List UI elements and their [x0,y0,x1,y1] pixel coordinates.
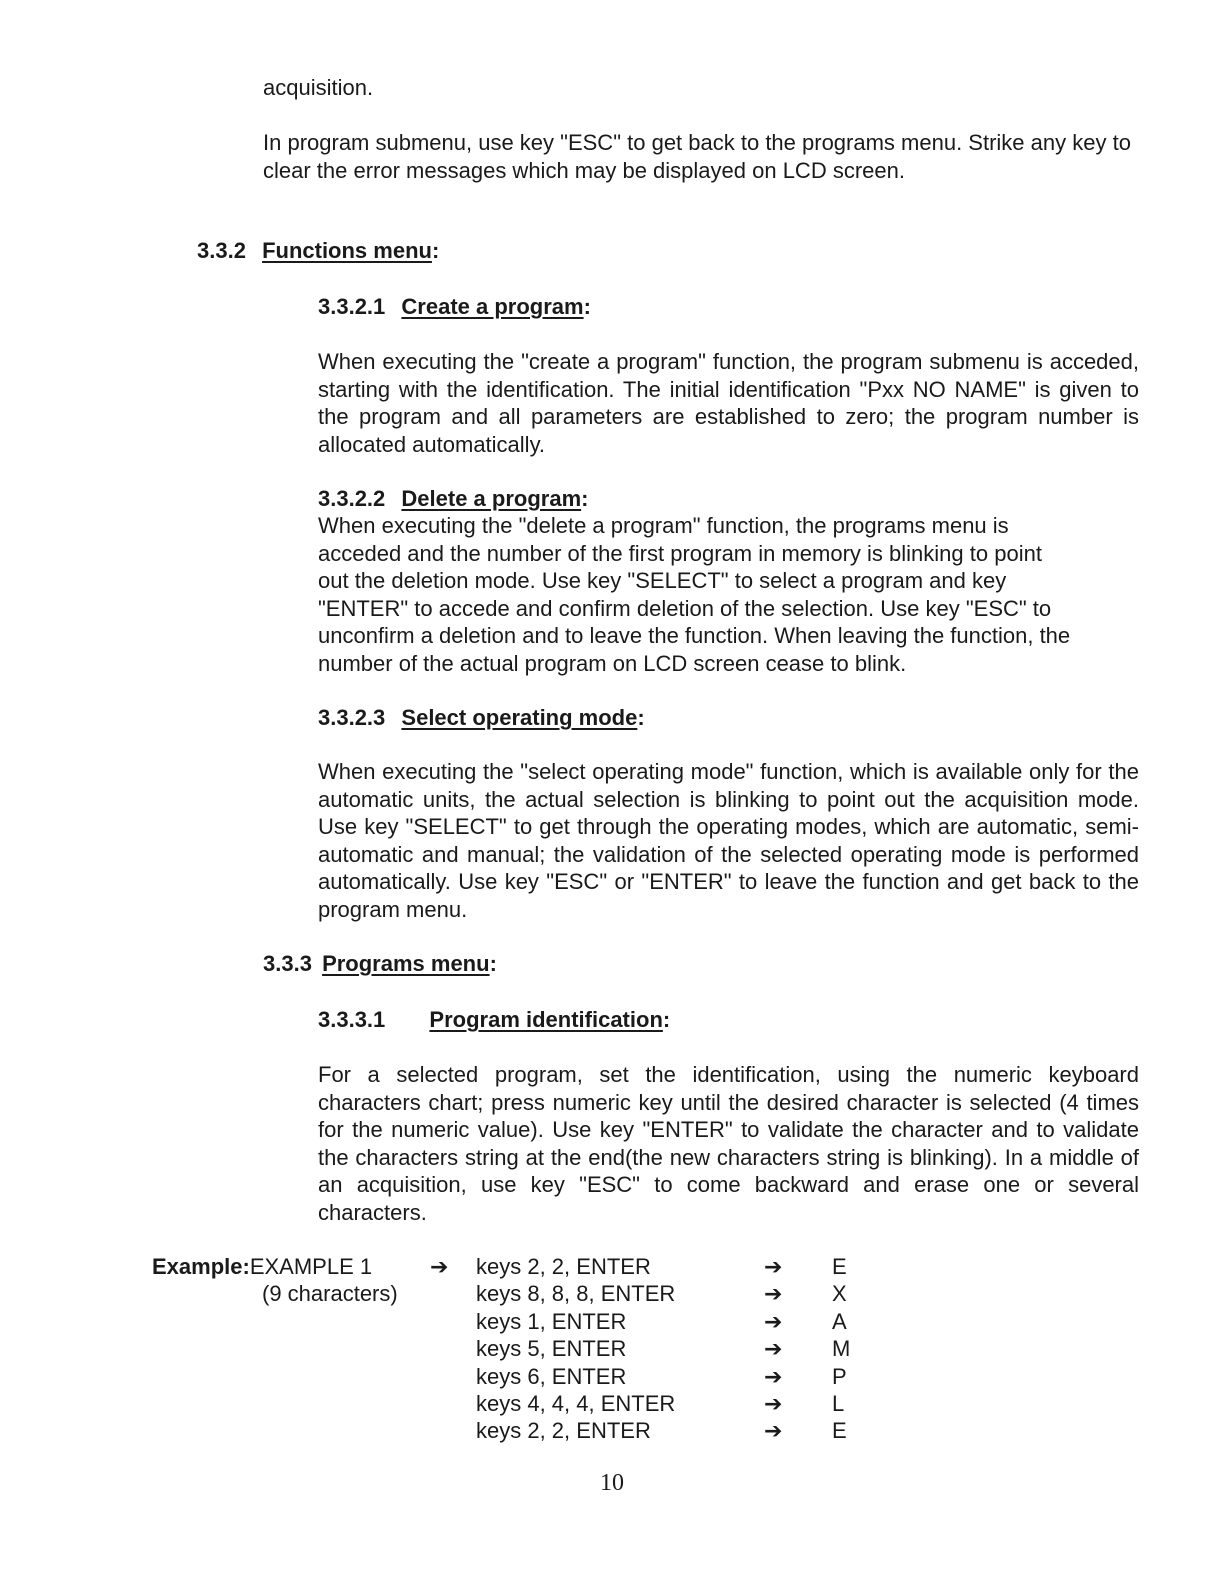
example-keys: keys 5, ENTER [476,1336,627,1362]
example-keys: keys 8, 8, 8, ENTER [476,1281,676,1307]
text-line: number of the actual program on LCD screen cease to blink. [318,650,907,676]
example-count: (9 characters) [262,1281,398,1306]
example-label-line [152,1253,372,1280]
section-number: 3.3.2.3 [318,705,386,730]
section-colon: : [637,705,645,730]
section-colon: : [583,294,591,319]
delete-program-paragraph [318,512,1148,677]
text-line: out the deletion mode. Use key "SELECT" to select a program and key [318,568,1007,593]
example-name: EXAMPLE 1 [249,1254,373,1279]
example-char: P [832,1363,847,1389]
text-line: acceded and the number of the first program in memory is blinking to point [318,540,1042,566]
arrow-icon: ➔ [764,1254,783,1279]
create-program-paragraph: When executing the "create a program" function, the program submenu is acceded, starting with the identification. The initial identification "Pxx NO NAME" is given to the program and all parameters are established to zero; the program number is allocated automatically. [318,349,1139,457]
section-title: Functions menu [262,238,432,263]
section-title: Select operating mode [401,705,638,730]
program-identification-paragraph: For a selected program, set the identification, using the numeric keyboard characters chart; press numeric key until the desired character is selected (4 times for the numeric value). Use key "ENTER" to validate the character and to validate the characters string at the end(the new characters string is blinking). In a middle of an acquisition, use key "ESC" to come backward and erase one or several characters. [318,1062,1139,1225]
section-number: 3.3.2.2 [318,486,386,511]
section-heading-3-3-3-1 [318,1006,670,1033]
section-number: 3.3.2 [197,238,246,263]
example-keys: keys 4, 4, 4, ENTER [476,1390,676,1416]
section-heading-3-3-3 [263,950,497,977]
example-char: E [832,1418,847,1444]
example-keys: keys 2, 2, ENTER [476,1254,651,1279]
arrow-icon: ➔ [764,1281,783,1307]
operating-mode-paragraph: When executing the "select operating mode" function, which is available only for the automatic units, the actual selection is blinking to point out the acquisition mode. Use key "SELECT" to get through the operating modes, which are automatic, semi-automatic and manual; the validation of the selected operating mode is performed automatically. Use key "ESC" or "ENTER" to leave the function and get back to the program menu. [318,759,1139,922]
arrow-icon: ➔ [764,1308,783,1334]
section-heading-3-3-2-1 [318,293,591,320]
arrow-icon: ➔ [764,1418,783,1444]
example-char: L [832,1390,845,1416]
example-label: Example: [152,1254,250,1279]
section-heading-3-3-2-3 [318,704,645,731]
section-number: 3.3.3.1 [318,1007,386,1032]
section-number: 3.3.3 [263,951,312,976]
example-char: E [832,1254,847,1279]
example-char: X [832,1281,847,1307]
section-colon: : [431,238,440,263]
esc-paragraph: In program submenu, use key "ESC" to get back to the programs menu. Strike any key to clear the error messages which may be displayed on LCD screen. [263,130,1131,183]
text-line: When executing the "delete a program" function, the programs menu is [318,513,1009,538]
section-number: 3.3.2.1 [318,294,386,319]
section-colon: : [489,951,497,976]
section-title: Program identification [429,1007,663,1032]
text-line: "ENTER" to accede and confirm deletion of the selection. Use key "ESC" to [318,595,1052,621]
text-line: unconfirm a deletion and to leave the function. When leaving the function, the [318,623,1071,648]
example-char: A [832,1308,847,1334]
example-keys: keys 6, ENTER [476,1363,627,1389]
section-colon: : [581,486,589,511]
example-keys-list [476,1253,675,1445]
example-arrows-list [764,1253,782,1445]
example-char: M [832,1336,851,1362]
intro-fragment: acquisition. [263,75,374,100]
page-number: 10 [600,1470,624,1496]
arrow-icon: ➔ [764,1363,783,1389]
arrow-icon: ➔ [764,1336,783,1362]
example-chars-list [832,1253,850,1445]
section-heading-3-3-2-2 [318,485,588,512]
arrow-icon: ➔ [430,1254,449,1279]
section-title: Programs menu [322,951,490,976]
example-keys: keys 2, 2, ENTER [476,1418,651,1444]
section-colon: : [662,1007,671,1032]
section-title: Delete a program [401,486,582,511]
section-heading-3-3-2 [197,237,439,264]
section-title: Create a program [401,294,584,319]
arrow-icon: ➔ [764,1390,783,1416]
example-keys: keys 1, ENTER [476,1308,627,1334]
